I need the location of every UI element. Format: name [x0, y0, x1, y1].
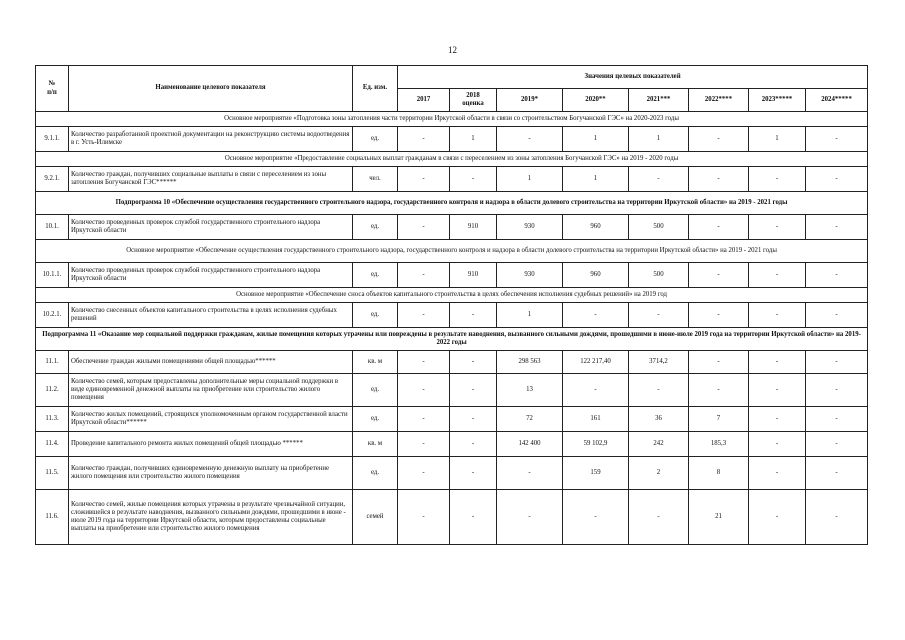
page-number: 12	[448, 45, 457, 55]
value-cell: 1	[629, 127, 689, 152]
indicator-name: Количество жилых помещений, строящихся уполномоченным органом государственной власти Иркутской области******	[69, 407, 353, 432]
value-cell: -	[806, 432, 868, 457]
value-cell: -	[497, 457, 563, 490]
value-cell: -	[563, 490, 629, 545]
table-row	[36, 127, 868, 152]
col-header-values: Значения целевых показателей	[398, 66, 868, 89]
value-cell: 500	[629, 215, 689, 240]
value-cell: -	[497, 127, 563, 152]
unit-cell: чел.	[353, 167, 398, 192]
unit-cell: ед.	[353, 457, 398, 490]
subprogram-title: Подпрограмма 10 «Обеспечение осуществления государственного строительного надзора, государственного контроля и надзора в области долевого строительства на территории Иркутской области» на 2019 - 2021 годы	[36, 192, 868, 215]
subprogram-row	[36, 192, 868, 215]
value-cell: 3714,2	[629, 351, 689, 374]
unit-cell: кв. м	[353, 432, 398, 457]
value-cell: 185,3	[689, 432, 749, 457]
value-cell: -	[563, 374, 629, 407]
value-cell: -	[398, 407, 450, 432]
section-title: Основное мероприятие «Обеспечение сноса объектов капитального строительства в целях обеспечения исполнения судебных решений» на 2019 год	[36, 288, 868, 303]
value-cell: 72	[497, 407, 563, 432]
value-cell: -	[806, 263, 868, 288]
value-cell: -	[398, 457, 450, 490]
value-cell: 2	[629, 457, 689, 490]
value-cell: -	[806, 374, 868, 407]
unit-cell: ед.	[353, 303, 398, 328]
section-row	[36, 240, 868, 263]
value-cell: -	[806, 215, 868, 240]
value-cell: 1	[563, 127, 629, 152]
indicator-name: Проведение капитального ремонта жилых помещений общей площадью ******	[69, 432, 353, 457]
value-cell: -	[749, 457, 806, 490]
value-cell: -	[398, 215, 450, 240]
section-row	[36, 112, 868, 127]
value-cell: 930	[497, 263, 563, 288]
value-cell: 1	[497, 303, 563, 328]
section-title: Основное мероприятие «Предоставление социальных выплат гражданам в связи с переселением из зоны затопления Богучанской ГЭС» на 2019 - 2020 годы	[36, 152, 868, 167]
value-cell: 1	[450, 127, 497, 152]
indicators-table	[35, 65, 868, 545]
value-cell: -	[398, 303, 450, 328]
col-header-year: 2021***	[629, 89, 689, 112]
value-cell: -	[450, 407, 497, 432]
value-cell: -	[450, 490, 497, 545]
value-cell: -	[806, 303, 868, 328]
col-header-name: Наименование целевого показателя	[69, 66, 353, 112]
value-cell: 161	[563, 407, 629, 432]
row-number: 10.1.1.	[36, 263, 69, 288]
table-row	[36, 407, 868, 432]
value-cell: -	[749, 407, 806, 432]
value-cell: -	[398, 263, 450, 288]
value-cell: -	[563, 303, 629, 328]
value-cell: -	[450, 374, 497, 407]
value-cell: -	[398, 167, 450, 192]
section-row	[36, 288, 868, 303]
value-cell: 122 217,40	[563, 351, 629, 374]
indicator-name: Количество граждан, получивших социальные выплаты в связи с переселением из зоны затопления Богучанской ГЭС******	[69, 167, 353, 192]
value-cell: 1	[497, 167, 563, 192]
indicator-name: Количество проведенных проверок службой государственного строительного надзора Иркутской области	[69, 263, 353, 288]
row-number: 11.4.	[36, 432, 69, 457]
col-header-year: 2019*	[497, 89, 563, 112]
col-header-year: 2017	[398, 89, 450, 112]
table-row	[36, 457, 868, 490]
value-cell: -	[450, 303, 497, 328]
value-cell: -	[398, 432, 450, 457]
unit-cell: ед.	[353, 407, 398, 432]
unit-cell: кв. м	[353, 351, 398, 374]
value-cell: -	[450, 432, 497, 457]
indicator-name: Количество разработанной проектной документации на реконструкцию системы водоотведения в г. Усть-Илимске	[69, 127, 353, 152]
value-cell: -	[749, 167, 806, 192]
value-cell: -	[749, 215, 806, 240]
indicator-name: Количество граждан, получивших единовременную денежную выплату на приобретение жилого помещения или строительство жилого помещения	[69, 457, 353, 490]
row-number: 11.1.	[36, 351, 69, 374]
value-cell: 960	[563, 263, 629, 288]
col-header-year: 2023*****	[749, 89, 806, 112]
value-cell: -	[806, 407, 868, 432]
value-cell: -	[806, 490, 868, 545]
section-row	[36, 152, 868, 167]
indicator-name: Количество семей, которым предоставлены дополнительные меры социальной поддержки в виде единовременной денежной выплаты на приобретение или строительство жилого помещения	[69, 374, 353, 407]
value-cell: -	[806, 127, 868, 152]
value-cell: 298 563	[497, 351, 563, 374]
unit-cell: семей	[353, 490, 398, 545]
value-cell: 910	[450, 263, 497, 288]
col-header-year: 2018 оценка	[450, 89, 497, 112]
value-cell: -	[749, 351, 806, 374]
value-cell: 960	[563, 215, 629, 240]
value-cell: 13	[497, 374, 563, 407]
unit-cell: ед.	[353, 374, 398, 407]
indicator-name: Количество снесенных объектов капитального строительства в целях исполнения судебных решений	[69, 303, 353, 328]
subprogram-title: Подпрограмма 11 «Оказание мер социальной поддержки гражданам, жилые помещения которых утрачены или повреждены в результате наводнения, вызванного сильными дождями, прошедшими в июне-июле 2019 года на территории Иркутской области» на 2019-2022 годы	[36, 328, 868, 351]
table-row	[36, 263, 868, 288]
section-title: Основное мероприятие «Обеспечение осуществления государственного строительного надзора, государственного контроля и надзора в области долевого строительства на территории Иркутской области» на 2019 - 2021 годы	[36, 240, 868, 263]
table-row	[36, 167, 868, 192]
col-header-year: 2024*****	[806, 89, 868, 112]
indicator-name: Количество семей, жилые помещения которых утрачены в результате чрезвычайной ситуации, сложившейся в результате наводнения, вызванного сильными дождями, прошедшими в июне - июле 2019 года на территории Иркутской области, которым предоставлены социальные выплаты на приобретение или строительство жилого помещения	[69, 490, 353, 545]
value-cell: -	[629, 374, 689, 407]
value-cell: 500	[629, 263, 689, 288]
table-row	[36, 490, 868, 545]
table-row	[36, 432, 868, 457]
value-cell: 59 102,9	[563, 432, 629, 457]
value-cell: -	[806, 167, 868, 192]
table-row	[36, 303, 868, 328]
unit-cell: ед.	[353, 215, 398, 240]
col-header-year: 2020**	[563, 89, 629, 112]
value-cell: -	[398, 351, 450, 374]
row-number: 10.1.	[36, 215, 69, 240]
value-cell: -	[689, 303, 749, 328]
indicator-name: Количество проведенных проверок службой государственного строительного надзора Иркутской области	[69, 215, 353, 240]
value-cell: -	[749, 490, 806, 545]
table-row	[36, 351, 868, 374]
value-cell: -	[398, 127, 450, 152]
value-cell: -	[749, 263, 806, 288]
value-cell: -	[806, 457, 868, 490]
value-cell: -	[398, 490, 450, 545]
value-cell: 36	[629, 407, 689, 432]
value-cell: -	[806, 351, 868, 374]
value-cell: 1	[749, 127, 806, 152]
row-number: 10.2.1.	[36, 303, 69, 328]
col-header-num: № п/п	[36, 66, 69, 112]
value-cell: -	[749, 303, 806, 328]
value-cell: -	[450, 457, 497, 490]
value-cell: -	[689, 351, 749, 374]
table-row	[36, 374, 868, 407]
row-number: 9.1.1.	[36, 127, 69, 152]
section-title: Основное мероприятие «Подготовка зоны затопления части территории Иркутской области в связи со строительством Богучанской ГЭС» на 2020-2023 годы	[36, 112, 868, 127]
value-cell: 142 400	[497, 432, 563, 457]
unit-cell: ед.	[353, 263, 398, 288]
value-cell: -	[689, 127, 749, 152]
row-number: 11.5.	[36, 457, 69, 490]
indicator-name: Обеспечение граждан жилыми помещениями общей площадью******	[69, 351, 353, 374]
col-header-unit: Ед. изм.	[353, 66, 398, 112]
value-cell: -	[450, 167, 497, 192]
value-cell: 242	[629, 432, 689, 457]
value-cell: -	[689, 215, 749, 240]
value-cell: 910	[450, 215, 497, 240]
row-number: 11.2.	[36, 374, 69, 407]
value-cell: -	[450, 351, 497, 374]
value-cell: 1	[563, 167, 629, 192]
row-number: 11.6.	[36, 490, 69, 545]
value-cell: -	[749, 432, 806, 457]
value-cell: -	[629, 303, 689, 328]
value-cell: 21	[689, 490, 749, 545]
value-cell: 930	[497, 215, 563, 240]
value-cell: -	[398, 374, 450, 407]
subprogram-row	[36, 328, 868, 351]
value-cell: -	[689, 374, 749, 407]
value-cell: -	[689, 167, 749, 192]
row-number: 9.2.1.	[36, 167, 69, 192]
value-cell: 8	[689, 457, 749, 490]
value-cell: -	[629, 490, 689, 545]
table-row	[36, 215, 868, 240]
value-cell: -	[497, 490, 563, 545]
value-cell: -	[629, 167, 689, 192]
value-cell: -	[749, 374, 806, 407]
row-number: 11.3.	[36, 407, 69, 432]
unit-cell: ед.	[353, 127, 398, 152]
value-cell: 159	[563, 457, 629, 490]
value-cell: -	[689, 263, 749, 288]
col-header-year: 2022****	[689, 89, 749, 112]
value-cell: 7	[689, 407, 749, 432]
